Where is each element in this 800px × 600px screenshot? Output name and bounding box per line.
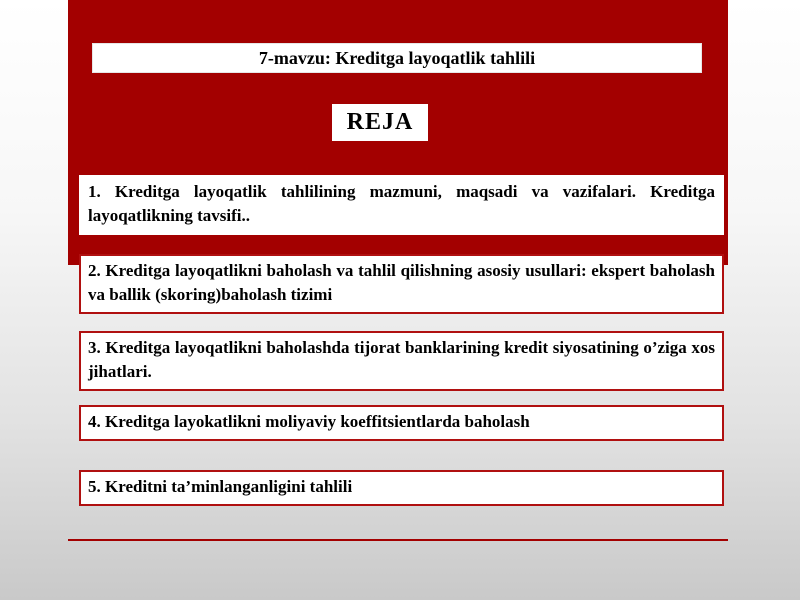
plan-item-1: [79, 175, 724, 235]
slide-title-text: 7-mavzu: Kreditga layoqatlik tahlili: [258, 47, 536, 68]
plan-item-text: 1. Kreditga layoqatlik tahlilining mazmuni, maqsadi va vazifalari. Kreditga layoqatlikning tavsifi..: [88, 182, 715, 225]
plan-item-text: 4. Kreditga layokatlikni moliyaviy koeffitsientlarda baholash: [88, 412, 530, 431]
plan-heading: [332, 104, 428, 141]
plan-item-2: [79, 254, 724, 314]
slide-title: [92, 43, 702, 73]
plan-item-text: 2. Kreditga layoqatlikni baholash va tahlil qilishning asosiy usullari: ekspert baholash va ballik (skoring)baholash tizimi: [88, 261, 715, 304]
plan-item-text: 3. Kreditga layoqatlikni baholashda tijorat banklarining kredit siyosatining o’ziga xos jihatlari.: [88, 338, 715, 381]
footer-divider: [68, 539, 728, 541]
plan-item-4: [79, 405, 724, 441]
plan-item-3: [79, 331, 724, 391]
plan-item-5: [79, 470, 724, 506]
plan-heading-text: REJA: [346, 109, 414, 135]
plan-item-text: 5. Kreditni ta’minlanganligini tahlili: [88, 477, 353, 496]
